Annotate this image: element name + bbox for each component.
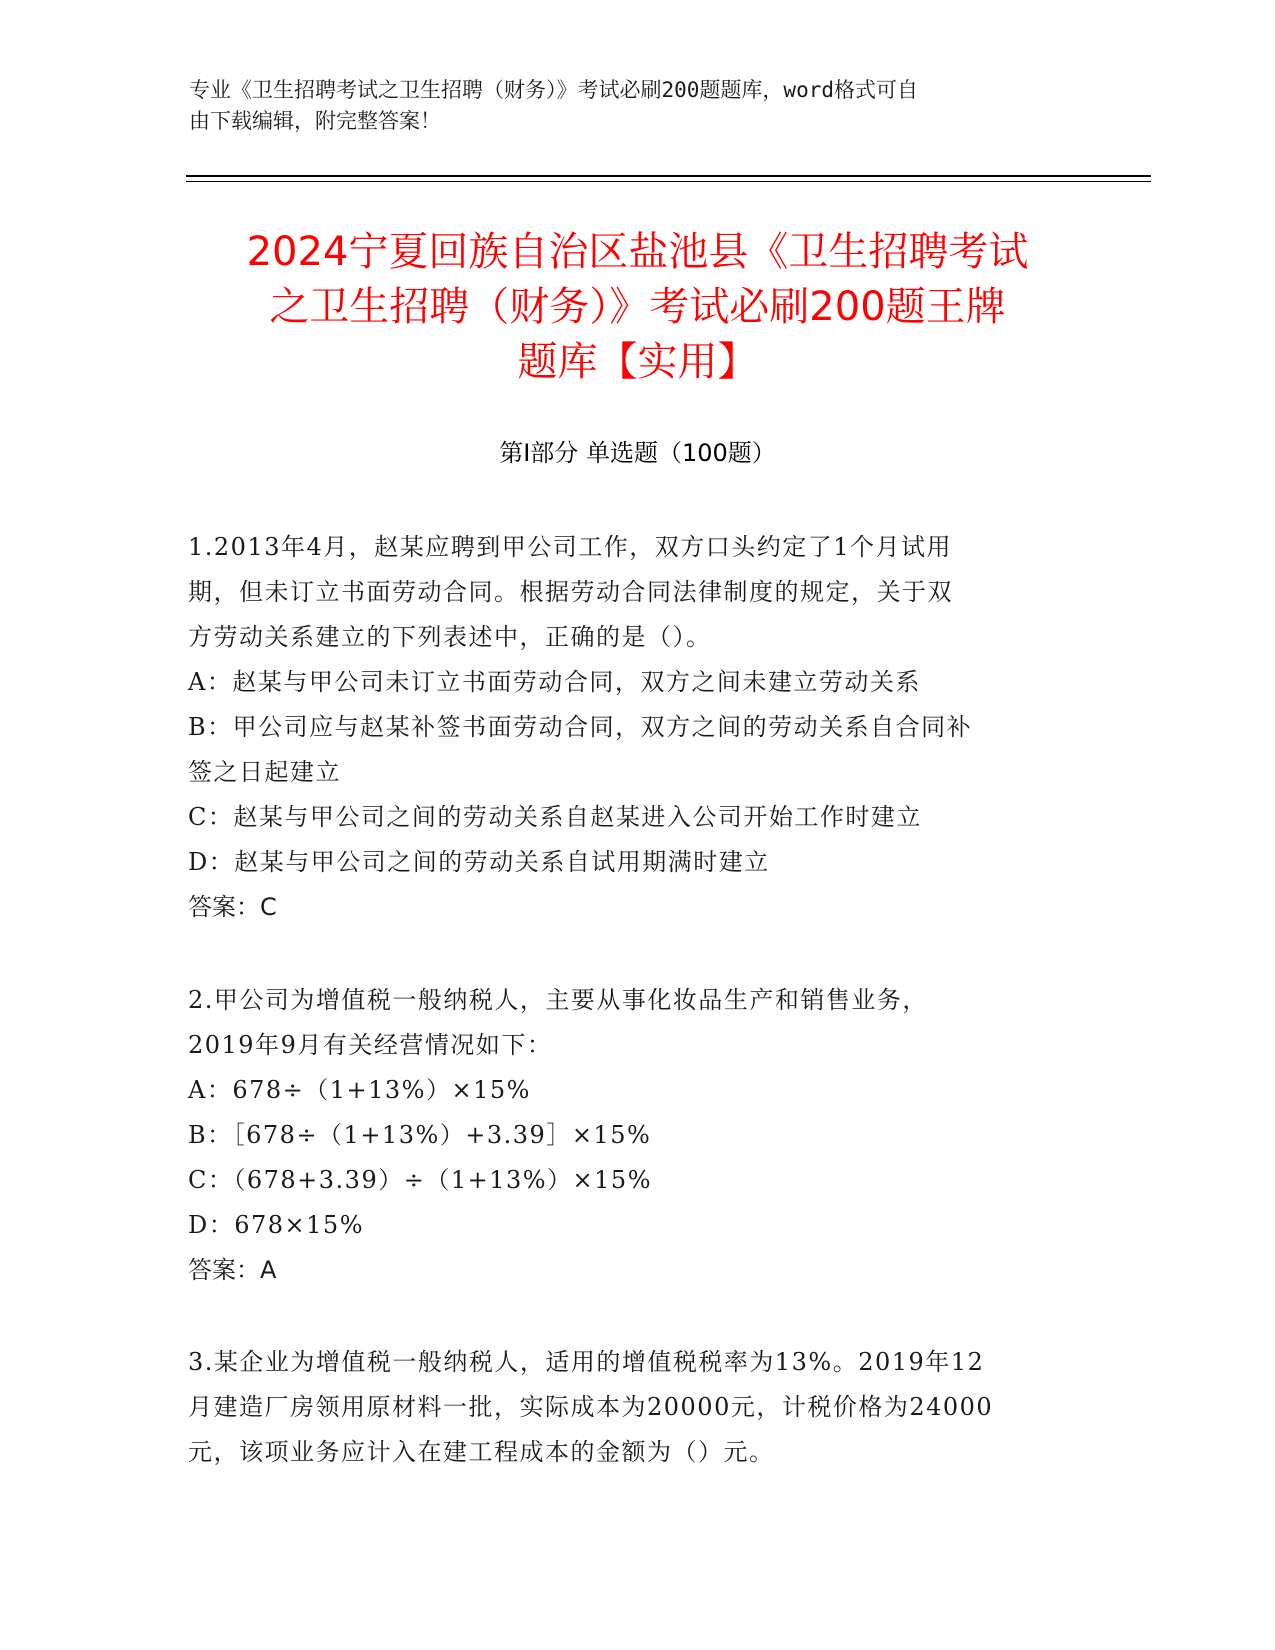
- option-b: B：［678÷（1+13%）+3.39］×15%: [188, 1121, 652, 1149]
- header-note-line: 专业《卫生招聘考试之卫生招聘（财务）》考试必刷200题题库，word格式可自: [189, 78, 918, 102]
- answer-line: 答案：A: [188, 1256, 277, 1284]
- question-stem-line: 月建造厂房领用原材料一批，实际成本为20000元，计税价格为24000: [188, 1393, 994, 1421]
- option-b: B：甲公司应与赵某补签书面劳动合同，双方之间的劳动关系自合同补: [188, 713, 973, 741]
- section-title: 第Ⅰ部分 单选题（100题）: [499, 439, 776, 467]
- option-c: C：赵某与甲公司之间的劳动关系自赵某进入公司开始工作时建立: [188, 803, 922, 831]
- document-title-line: 题库【实用】: [517, 339, 758, 385]
- question-stem-line: 方劳动关系建立的下列表述中，正确的是（）。: [188, 623, 712, 651]
- question-stem-line: 1.2013年4月，赵某应聘到甲公司工作，双方口头约定了1个月试用: [188, 533, 953, 561]
- option-b-continued: 签之日起建立: [188, 758, 341, 786]
- question-item: [188, 978, 1078, 1293]
- option-d: D：678×15%: [188, 1211, 365, 1239]
- document-title: [160, 225, 1115, 390]
- header-divider-thick: [186, 175, 1151, 177]
- answer-line: 答案：C: [188, 893, 277, 921]
- document-title-line: 之卫生招聘（财务）》考试必刷200题王牌: [269, 284, 1006, 330]
- question-stem-line: 3.某企业为增值税一般纳税人，适用的增值税税率为13%。2019年12: [188, 1348, 985, 1376]
- header-divider-thin: [186, 181, 1151, 182]
- option-c: C：（678+3.39）÷（1+13%）×15%: [188, 1166, 653, 1194]
- question-item: [188, 1340, 1078, 1475]
- question-stem-line: 2019年9月有关经营情况如下：: [188, 1031, 553, 1059]
- header-note-line: 由下载编辑，附完整答案！: [189, 109, 441, 133]
- question-stem-line: 期，但未订立书面劳动合同。根据劳动合同法律制度的规定，关于双: [188, 578, 953, 606]
- option-a: A：赵某与甲公司未订立书面劳动合同，双方之间未建立劳动关系: [188, 668, 921, 696]
- header-note: [189, 75, 1089, 137]
- question-stem-line: 元，该项业务应计入在建工程成本的金额为（）元。: [188, 1438, 775, 1466]
- option-d: D：赵某与甲公司之间的劳动关系自试用期满时建立: [188, 848, 770, 876]
- question-item: [188, 525, 1078, 930]
- question-stem-line: 2.甲公司为增值税一般纳税人，主要从事化妆品生产和销售业务，: [188, 986, 928, 1014]
- option-a: A：678÷（1+13%）×15%: [188, 1076, 531, 1104]
- document-title-line: 2024宁夏回族自治区盐池县《卫生招聘考试: [246, 229, 1029, 275]
